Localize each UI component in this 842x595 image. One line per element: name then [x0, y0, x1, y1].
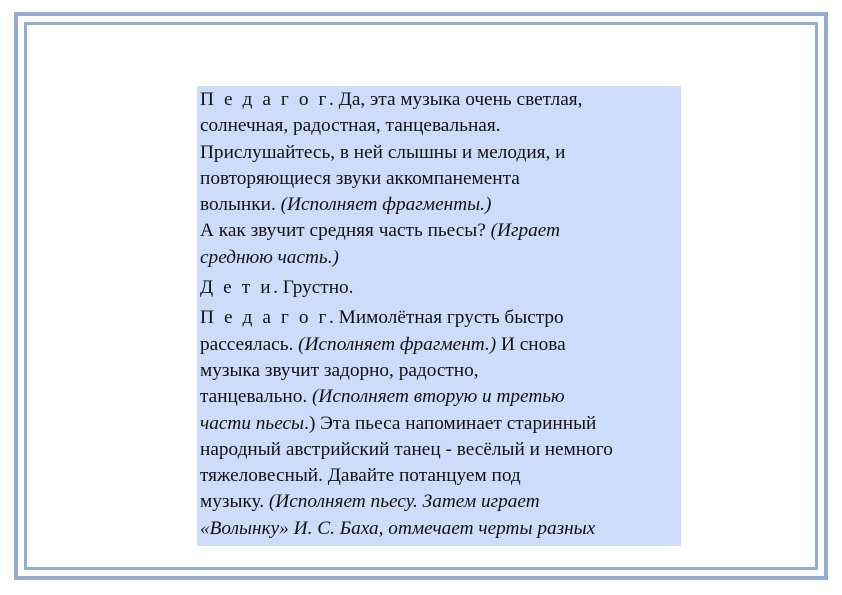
speaker-name: П е д а г о г [200, 307, 330, 329]
text-line [200, 516, 679, 542]
speaker-name: Д е т и [200, 277, 274, 299]
text-run: народный австрийский танец - весёлый и немного [200, 438, 613, 460]
text-run: И снова [496, 333, 566, 355]
stage-direction-text: «Волынку» И. С. Баха, отмечает черты разных [200, 517, 596, 539]
text-run: рассеялась. [200, 333, 299, 355]
paragraph [200, 87, 679, 271]
stage-direction-text: (Играет [490, 220, 561, 242]
text-run: солнечная, радостная, танцевальная. [200, 115, 501, 137]
paragraph [200, 275, 679, 301]
stage-direction-text: части пьесы [200, 412, 305, 434]
text-line [200, 384, 679, 410]
stage-direction-text: (Исполняет пьесу. Затем играет [268, 491, 540, 513]
text-line [200, 437, 679, 463]
text-line [200, 332, 679, 358]
text-line [200, 358, 679, 384]
text-run: А как звучит средняя часть пьесы? [200, 220, 491, 242]
speaker-name: П е д а г о г [200, 89, 330, 110]
text-line [200, 245, 679, 271]
text-run: . Да, эта музыка очень светлая, [329, 89, 583, 110]
stage-direction-text: (Исполняет фрагменты.) [280, 194, 492, 216]
stage-direction-text: среднюю часть.) [200, 246, 339, 268]
text-run: повторяющиеся звуки аккомпанемента [200, 167, 520, 189]
text-run: музыку. [200, 491, 269, 513]
text-line [200, 140, 679, 166]
text-line [200, 489, 679, 515]
text-line [200, 166, 679, 192]
text-run: . Грустно. [273, 277, 354, 299]
text-line [200, 113, 679, 139]
text-line [200, 305, 679, 331]
text-line [200, 275, 679, 301]
stage-direction-text: (Исполняет вторую и третью [312, 386, 565, 408]
text-run: Прислушайтесь, в ней слышны и мелодия, и [200, 141, 566, 163]
paragraph [200, 305, 679, 542]
text-run: тяжеловесный. Давайте потанцуем под [200, 465, 521, 487]
text-run: волынки. [200, 194, 281, 216]
text-line [200, 218, 679, 244]
stage-direction-text: (Исполняет фрагмент.) [298, 333, 497, 355]
text-line [200, 463, 679, 489]
text-line [200, 411, 679, 437]
text-run: танцевально. [200, 386, 313, 408]
text-run: .) Эта пьеса напоминает старинный [304, 412, 597, 434]
text-run: музыка звучит задорно, радостно, [200, 359, 479, 381]
text-box [197, 86, 681, 546]
text-run: . Мимолётная грусть быстро [329, 307, 564, 329]
text-line [200, 192, 679, 218]
text-line [200, 87, 679, 113]
